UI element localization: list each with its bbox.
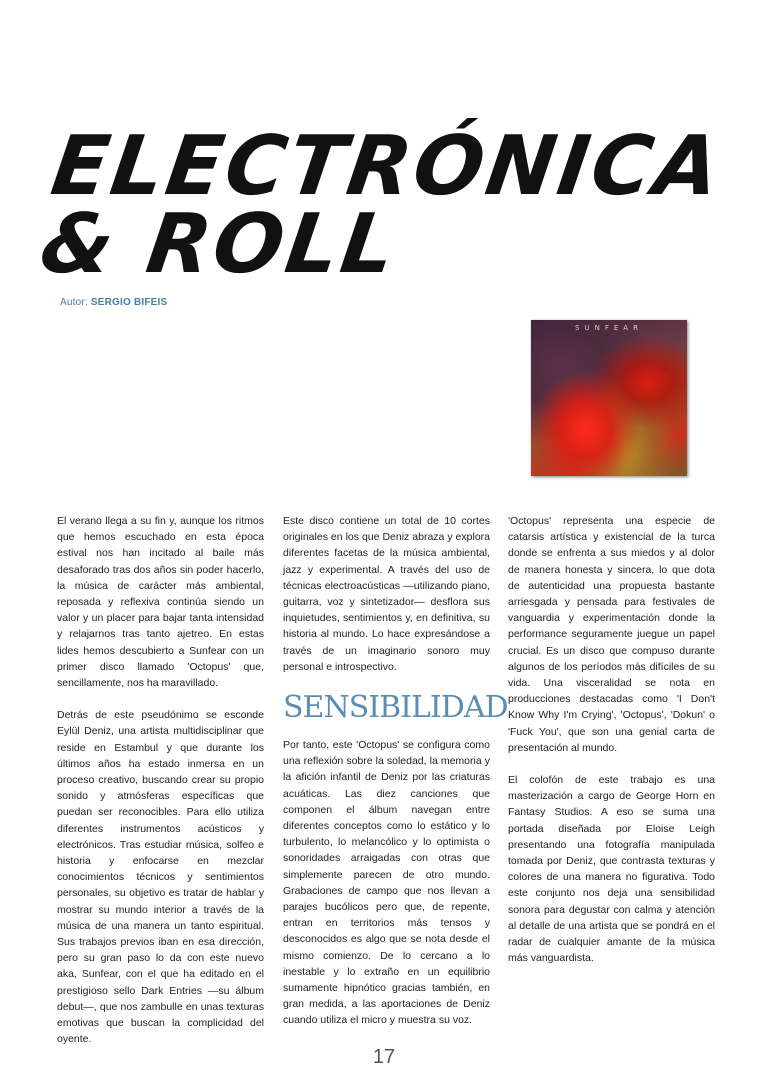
- paragraph: Este disco contiene un total de 10 cortes originales en los que Deniz abraza y explora diferentes facetas de la música ambiental, jazz y experimental. A través del uso de técnicas electroacústicas —utilizando piano, guitarra, voz y sintetizador— desflora sus inquietudes, sentimientos y, en definitiva, su historia al mundo. Lo hace expresándose a través de un imaginario sonoro muy personal e introspectivo.: [283, 515, 490, 673]
- album-cover-text: SUNFEAR: [575, 324, 643, 332]
- author-label: Autor:: [60, 297, 88, 308]
- title-line-2: & ROLL: [34, 197, 404, 292]
- author-byline: [60, 297, 167, 308]
- section-subheading: SENSIBILIDAD: [283, 690, 508, 726]
- paragraph: El colofón de este trabajo es una masterización a cargo de George Horn en Fantasy Studios. A eso se suma una portada diseñada por Eloise Leigh presentando una fotografía manipulada tomada por Deniz, que contrasta texturas y colores de una manera no figurativa. Todo este conjunto nos deja una sensibilidad sonora para degustar con calma y atención al detalle de una artista que se pondrá en el radar de cualquier amante de la música más vanguardista.: [508, 774, 715, 965]
- paragraph: El verano llega a su fin y, aunque los ritmos que hemos escuchado en esta época estival nos han incitado al baile más desaforado tras dos años sin poder hacerlo, la música de carácter más ambiental, reposada y reflexiva continúa siendo un valor y un placer para bajar tanta intensidad y relajarnos tras tanto ajetreo. En estas lides hemos descubierto a Sunfear con un primer disco llamado 'Octopus' que, sencillamente, nos ha maravillado.: [57, 515, 264, 690]
- title-line-1: ELECTRÓNICA: [45, 119, 729, 214]
- paragraph: Detrás de este pseudónimo se esconde Eylül Deniz, una artista multidisciplinar que reside en Estambul y que durante los últimos años ha estado inmersa en un proceso creativo, buscando crear su propio sonido y atmósferas específicas que puedan ser reconocibles. Para ello utiliza diferentes instrumentos acústicos y electrónicos. Tras estudiar música, solfeo e historia y enfocarse en mezclar conocimientos técnicos y sentimientos personales, su objetivo es tratar de hablar y mostrar su mundo interior a través de la música de una manera un tanto espiritual. Sus trabajos previos iban en esa dirección, pero su gran paso lo da con este nuevo aka, Sunfear, con el que ha editado en el prestigioso sello Dark Entries —su álbum debut—, que nos zambulle en unas texturas emotivas que buscan la complicidad del oyente.: [57, 709, 264, 1046]
- column-3: [508, 513, 715, 982]
- paragraph: 'Octopus' representa una especie de catarsis artística y existencial de la turca donde se enfrenta a sus miedos y al dolor de manera honesta y sincera, lo que dota de autenticidad una propuesta bastante arriesgada y pensada para festivales de vanguardia y experimentación donde la performance seguramente juegue un papel crucial. Es un disco que compuso durante algunos de los períodos más difíciles de su vida. Una visceralidad se nota en producciones destacadas como 'I Don't Know Why I'm Crying', 'Octopus', 'Dokun' o 'Fuck You', que son una genial carta de presentación al mundo.: [508, 515, 715, 754]
- column-2: [283, 513, 508, 1045]
- column-1: [57, 513, 264, 1064]
- article-title: [34, 119, 729, 292]
- author-name: SERGIO BIFEIS: [90, 297, 168, 308]
- album-cover-image: [531, 320, 687, 476]
- paragraph: Por tanto, este 'Octopus' se configura como una reflexión sobre la soledad, la memoria y la afición infantil de Deniz por las criaturas acuáticas. Las diez canciones que componen el álbum navegan entre diferentes conceptos como lo estático y lo turbulento, lo melancólico y lo optimista o sonoridades arraigadas con otras que simplemente parecen de otro mundo. Grabaciones de campo que nos llevan a parajes bucólicos pero que, de repente, entran en territorios más tensos y desconocidos es algo que se nota desde el mismo comienzo. De lo cercano a lo inestable y lo extraño en un equilibrio sumamente hipnótico gracias también, en gran medida, a las aportaciones de Deniz cuando utiliza el micro y muestra su voz.: [283, 739, 490, 1027]
- page-number: 17: [372, 1046, 396, 1068]
